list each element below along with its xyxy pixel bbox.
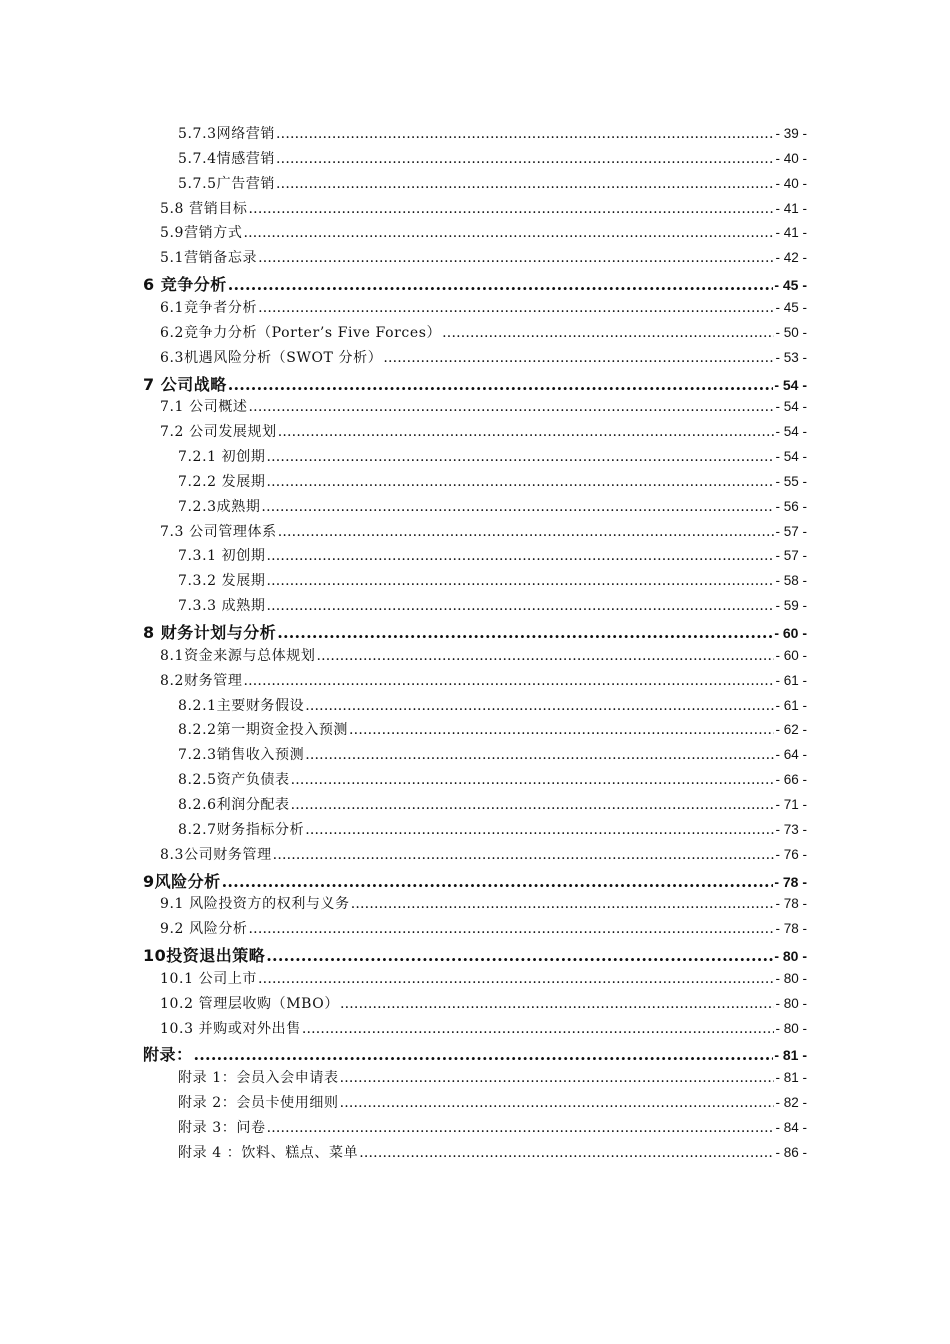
toc-entry[interactable]	[160, 297, 807, 322]
toc-dot-leader	[291, 772, 775, 788]
toc-entry-label: 7.3.3 成熟期	[178, 598, 266, 615]
toc-entry-label: 附录 2：会员卡使用细则	[178, 1095, 339, 1112]
toc-dot-leader	[276, 151, 774, 167]
toc-entry[interactable]	[143, 272, 807, 297]
toc-entry-page-number: - 56 -	[775, 498, 807, 514]
toc-dot-leader	[340, 1095, 775, 1111]
toc-entry-page-number: - 86 -	[775, 1144, 807, 1160]
toc-entry-page-number: - 57 -	[775, 548, 807, 564]
toc-entry-page-number: - 78 -	[774, 873, 807, 890]
toc-entry-label: 5.7.5广告营销	[178, 175, 276, 192]
toc-entry-label: 8 财务计划与分析	[143, 623, 277, 642]
toc-entry-page-number: - 73 -	[775, 821, 807, 837]
toc-entry-page-number: - 82 -	[775, 1095, 807, 1111]
toc-dot-leader	[442, 325, 774, 341]
toc-entry-page-number: - 62 -	[775, 722, 807, 738]
toc-entry-page-number: - 80 -	[774, 948, 807, 965]
toc-entry-label: 5.9营销方式	[160, 225, 243, 242]
toc-dot-leader	[222, 872, 774, 891]
toc-dot-leader	[305, 822, 774, 838]
toc-entry-page-number: - 40 -	[775, 175, 807, 191]
toc-dot-leader	[258, 300, 774, 316]
toc-entry[interactable]	[178, 496, 807, 521]
toc-entry[interactable]	[160, 198, 807, 223]
toc-entry[interactable]	[160, 421, 807, 446]
toc-entry-label: 5.7.4情感营销	[178, 150, 276, 167]
toc-entry-page-number: - 57 -	[775, 523, 807, 539]
toc-entry-page-number: - 71 -	[775, 796, 807, 812]
toc-entry-label: 10.3 并购或对外出售	[160, 1020, 301, 1037]
toc-dot-leader	[383, 350, 774, 366]
toc-entry[interactable]	[160, 222, 807, 247]
toc-entry-page-number: - 54 -	[775, 449, 807, 465]
toc-dot-leader	[243, 225, 774, 241]
toc-entry-label: 7.3.2 发展期	[178, 573, 266, 590]
toc-entry-label: 8.2财务管理	[160, 672, 243, 689]
toc-dot-leader	[340, 996, 775, 1012]
toc-dot-leader	[228, 275, 774, 294]
toc-entry[interactable]	[178, 595, 807, 620]
toc-entry-page-number: - 80 -	[775, 970, 807, 986]
toc-entry-page-number: - 41 -	[775, 200, 807, 216]
toc-entry[interactable]	[143, 620, 807, 645]
toc-entry-page-number: - 66 -	[775, 772, 807, 788]
toc-entry-page-number: - 54 -	[775, 399, 807, 415]
toc-entry-label: 6.2竞争力分析（Porter’s Five Forces）	[160, 324, 442, 341]
toc-dot-leader	[276, 126, 774, 142]
toc-entry-label: 附录 4 ：饮料、糕点、菜单	[178, 1144, 359, 1161]
toc-entry[interactable]	[178, 695, 807, 720]
toc-entry-page-number: - 45 -	[774, 277, 807, 294]
toc-dot-leader	[261, 499, 774, 515]
toc-entry[interactable]	[160, 918, 807, 943]
toc-entry[interactable]	[178, 794, 807, 819]
toc-entry-label: 9.1 风险投资方的权利与义务	[160, 896, 350, 913]
toc-entry[interactable]	[178, 744, 807, 769]
toc-dot-leader	[266, 548, 774, 564]
toc-dot-leader	[316, 648, 774, 664]
toc-dot-leader	[258, 250, 774, 266]
toc-entry-page-number: - 84 -	[775, 1120, 807, 1135]
toc-dot-leader	[351, 896, 775, 912]
toc-entry-page-number: - 80 -	[775, 1020, 807, 1036]
toc-entry-page-number: - 59 -	[775, 598, 807, 614]
toc-entry-label: 10.2 管理层收购（MBO）	[160, 995, 339, 1012]
toc-dot-leader	[291, 797, 775, 813]
toc-dot-leader	[228, 375, 774, 394]
toc-entry[interactable]	[178, 719, 807, 744]
toc-entry[interactable]	[160, 347, 807, 372]
toc-entry[interactable]	[178, 446, 807, 471]
toc-entry-label: 7 公司战略	[143, 374, 227, 394]
toc-entry[interactable]	[178, 148, 807, 173]
toc-entry-label: 9风险分析	[143, 871, 221, 891]
toc-entry-label: 7.2.3成熟期	[178, 498, 261, 515]
toc-entry-page-number: - 64 -	[775, 747, 807, 763]
toc-entry-label: 5.8 营销目标	[160, 200, 248, 217]
toc-dot-leader	[249, 399, 775, 415]
toc-entry-page-number: - 41 -	[775, 225, 807, 241]
toc-entry-label: 10投资退出策略	[143, 946, 266, 966]
toc-entry-label: 10.1 公司上市	[160, 970, 258, 987]
toc-entry[interactable]	[178, 1142, 807, 1167]
toc-dot-leader	[278, 424, 775, 440]
toc-entry-page-number: - 50 -	[775, 324, 807, 340]
toc-entry[interactable]	[160, 521, 807, 546]
toc-entry-label: 7.3.1 初创期	[178, 548, 266, 565]
toc-entry-page-number: - 58 -	[775, 573, 807, 589]
toc-entry-label: 5.7.3网络营销	[178, 126, 276, 142]
toc-entry[interactable]	[160, 844, 807, 869]
toc-entry-page-number: - 76 -	[775, 846, 807, 862]
toc-dot-leader	[302, 1021, 775, 1037]
toc-entry[interactable]	[178, 819, 807, 844]
toc-entry-label: 8.3公司财务管理	[160, 846, 272, 863]
toc-dot-leader	[266, 449, 774, 465]
toc-entry[interactable]	[143, 943, 807, 968]
toc-dot-leader	[276, 176, 774, 192]
toc-entry-page-number: - 60 -	[774, 625, 807, 641]
toc-entry[interactable]	[160, 396, 807, 421]
toc-entry-page-number: - 81 -	[774, 1047, 807, 1064]
toc-entry-label: 8.2.2第一期资金投入预测	[178, 722, 349, 739]
toc-dot-leader	[273, 847, 775, 863]
toc-dot-leader	[243, 673, 774, 689]
toc-entry[interactable]	[160, 247, 807, 272]
toc-entry-label: 7.2.1 初创期	[178, 449, 266, 466]
toc-entry-label: 8.2.5资产负债表	[178, 772, 290, 789]
toc-dot-leader	[278, 524, 775, 540]
toc-entry[interactable]	[178, 1117, 807, 1142]
toc-entry[interactable]	[160, 893, 807, 918]
toc-entry-label: 8.1资金来源与总体规划	[160, 647, 316, 664]
toc-dot-leader	[277, 623, 773, 642]
toc-dot-leader	[359, 1145, 774, 1161]
toc-entry-label: 7.3 公司管理体系	[160, 523, 277, 540]
toc-entry[interactable]	[178, 123, 807, 148]
toc-dot-leader	[266, 474, 774, 490]
toc-entry[interactable]	[160, 322, 807, 347]
toc-dot-leader	[194, 1045, 774, 1064]
toc-entry[interactable]	[178, 570, 807, 595]
toc-entry[interactable]	[178, 1067, 807, 1092]
toc-entry-page-number: - 54 -	[775, 424, 807, 440]
toc-entry-page-number: - 78 -	[775, 896, 807, 912]
toc-entry[interactable]	[160, 670, 807, 695]
toc-entry-label: 6 竞争分析	[143, 275, 227, 295]
toc-entry-page-number: - 61 -	[775, 697, 807, 713]
toc-dot-leader	[267, 1120, 775, 1136]
toc-entry[interactable]	[143, 1042, 807, 1067]
toc-entry[interactable]	[178, 1092, 807, 1117]
toc-dot-leader	[266, 598, 774, 614]
toc-entry-page-number: - 39 -	[775, 126, 807, 141]
toc-entry-label: 7.2.2 发展期	[178, 473, 266, 490]
toc-entry[interactable]	[178, 769, 807, 794]
toc-entry-label: 8.2.7财务指标分析	[178, 821, 305, 838]
toc-dot-leader	[305, 747, 774, 763]
toc-entry[interactable]	[143, 372, 807, 397]
toc-entry-label: 9.2 风险分析	[160, 921, 248, 938]
toc-entry-page-number: - 45 -	[775, 299, 807, 315]
toc-entry-page-number: - 81 -	[775, 1070, 807, 1086]
toc-entry-label: 7.1 公司概述	[160, 399, 248, 416]
toc-entry-page-number: - 61 -	[775, 672, 807, 688]
toc-entry[interactable]	[160, 968, 807, 993]
toc-entry-page-number: - 80 -	[775, 995, 807, 1011]
toc-entry-label: 7.2 公司发展规划	[160, 424, 277, 441]
toc-entry-page-number: - 78 -	[775, 921, 807, 937]
toc-entry-page-number: - 60 -	[775, 647, 807, 663]
toc-entry-label: 7.2.3销售收入预测	[178, 747, 305, 764]
toc-entry-label: 附录：	[143, 1045, 193, 1065]
toc-entry[interactable]	[178, 173, 807, 198]
toc-entry[interactable]	[160, 645, 807, 670]
toc-entry-label: 8.2.6利润分配表	[178, 796, 290, 813]
toc-entry-page-number: - 55 -	[775, 473, 807, 489]
toc-entry-label: 附录 1：会员入会申请表	[178, 1070, 339, 1087]
toc-entry-page-number: - 40 -	[775, 150, 807, 166]
toc-entry-page-number: - 42 -	[775, 250, 807, 266]
toc-entry[interactable]	[160, 993, 807, 1018]
toc-dot-leader	[266, 573, 774, 589]
toc-entry[interactable]	[178, 545, 807, 570]
toc-entry-label: 8.2.1主要财务假设	[178, 697, 305, 714]
toc-dot-leader	[340, 1070, 775, 1086]
toc-entry-page-number: - 54 -	[774, 376, 807, 393]
toc-entry[interactable]	[160, 1018, 807, 1043]
toc-entry-page-number: - 53 -	[775, 349, 807, 365]
toc-dot-leader	[249, 921, 775, 937]
toc-dot-leader	[258, 971, 774, 987]
toc-entry-label: 5.1营销备忘录	[160, 250, 258, 267]
toc-dot-leader	[349, 722, 774, 738]
toc-entry[interactable]	[143, 869, 807, 894]
toc-dot-leader	[266, 946, 773, 965]
toc-dot-leader	[249, 201, 775, 217]
toc-entry-label: 6.1竞争者分析	[160, 299, 258, 316]
toc-entry-label: 附录 3：问卷	[178, 1120, 266, 1136]
toc-entry-label: 6.3机遇风险分析（SWOT 分析）	[160, 349, 383, 366]
toc-dot-leader	[305, 698, 774, 714]
toc-entry[interactable]	[178, 471, 807, 496]
